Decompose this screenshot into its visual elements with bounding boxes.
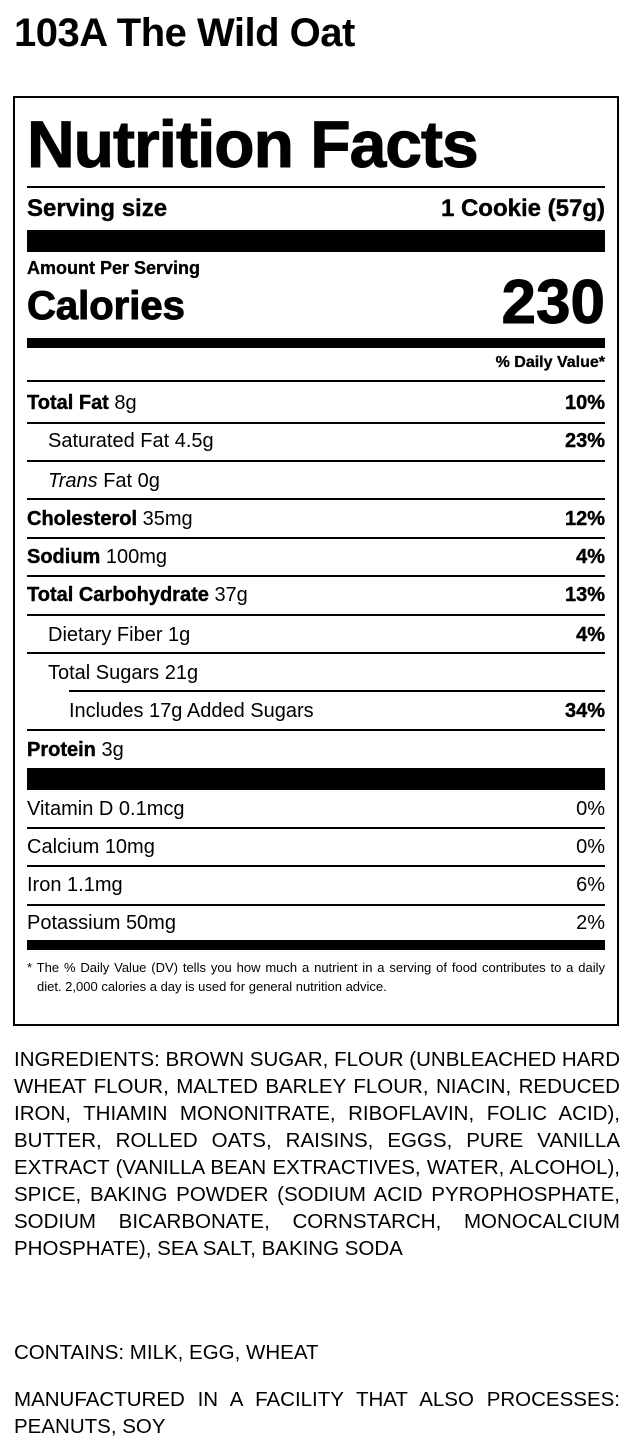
calories-label: Calories xyxy=(27,284,185,328)
nutrient-name: Total Fat xyxy=(27,392,109,414)
nutrient-dv: 23% xyxy=(564,430,605,452)
nutrient-name: Fat xyxy=(97,470,133,492)
divider xyxy=(27,380,605,382)
nutrient-name: Includes 17g Added Sugars xyxy=(69,700,314,722)
medium-divider xyxy=(27,940,605,950)
vitamin-dv: 2% xyxy=(576,912,605,934)
nutrient-dv: 12% xyxy=(564,508,605,530)
vitamin-amount: 1.1mg xyxy=(67,874,123,896)
nutrient-row-saturated-fat xyxy=(48,422,605,460)
nutrient-name: Dietary Fiber xyxy=(48,624,163,646)
amount-per-serving: Amount Per Serving xyxy=(27,258,201,278)
daily-value-header: % Daily Value* xyxy=(495,354,605,371)
nutrient-dv: 4% xyxy=(576,546,605,568)
medium-divider xyxy=(27,338,605,348)
nutrient-name: Cholesterol xyxy=(27,508,138,530)
nutrient-name: Total Sugars xyxy=(48,662,160,684)
nutrient-row-total-carbohydrate xyxy=(27,576,605,614)
nutrient-name: Total Carbohydrate xyxy=(27,584,209,606)
vitamin-name: Potassium xyxy=(27,912,121,934)
vitamin-amount: 50mg xyxy=(125,912,176,934)
nutrient-name: Saturated Fat xyxy=(48,430,170,452)
facility-statement: MANUFACTURED IN A FACILITY THAT ALSO PROCESSES: PEANUTS, SOY xyxy=(14,1388,620,1438)
nutrient-dv: 34% xyxy=(564,700,605,722)
nutrient-dv: 13% xyxy=(564,584,605,606)
daily-value-footnote: * The % Daily Value (DV) tells you how much a nutrient in a serving of food contributes to a daily diet. 2,000 calories a day is used for general nutrition advice. xyxy=(27,960,605,994)
nutrient-row-cholesterol xyxy=(27,500,605,538)
calories-value: 230 xyxy=(501,268,605,337)
allergen-contains: CONTAINS: MILK, EGG, WHEAT xyxy=(14,1341,319,1364)
vitamin-name: Iron xyxy=(27,874,62,896)
vitamin-name: Vitamin D xyxy=(27,798,114,820)
vitamin-amount: 10mg xyxy=(104,836,155,858)
nutrient-amount: 8g xyxy=(114,392,137,414)
nutrition-facts-title: Nutrition Facts xyxy=(27,107,478,181)
nutrient-row-added-sugars xyxy=(69,692,605,730)
nutrient-amount: 100mg xyxy=(105,546,168,568)
nutrient-amount: 1g xyxy=(168,624,191,646)
nutrient-row-protein xyxy=(27,731,605,769)
vitamin-row-potassium xyxy=(27,904,605,942)
nutrient-amount: 21g xyxy=(164,662,199,684)
nutrient-row-total-sugars xyxy=(48,654,605,692)
nutrient-row-sodium xyxy=(27,538,605,576)
vitamin-row-vitamin-d xyxy=(27,790,605,828)
serving-size-label: Serving size xyxy=(27,195,168,222)
vitamin-amount: 0.1mcg xyxy=(118,798,185,820)
divider xyxy=(27,186,605,188)
nutrient-name-italic: Trans xyxy=(48,470,98,492)
nutrient-dv: 4% xyxy=(576,624,605,646)
vitamin-name: Calcium xyxy=(27,836,100,858)
nutrient-dv: 10% xyxy=(564,392,605,414)
nutrient-row-dietary-fiber xyxy=(48,616,605,654)
nutrient-row-total-fat xyxy=(27,384,605,422)
thick-divider xyxy=(27,230,605,252)
product-title: 103A The Wild Oat xyxy=(14,11,355,55)
nutrient-name: Protein xyxy=(27,739,96,761)
nutrient-amount: 3g xyxy=(101,739,124,761)
vitamin-dv: 0% xyxy=(576,798,605,820)
nutrient-amount: 0g xyxy=(137,470,160,492)
vitamin-row-iron xyxy=(27,866,605,904)
nutrient-amount: 4.5g xyxy=(174,430,214,452)
vitamin-dv: 6% xyxy=(576,874,605,896)
nutrition-facts-label xyxy=(13,96,619,1026)
vitamin-dv: 0% xyxy=(576,836,605,858)
nutrient-row-trans-fat xyxy=(48,462,605,500)
ingredients-statement: INGREDIENTS: BROWN SUGAR, FLOUR (UNBLEACHED HARD WHEAT FLOUR, MALTED BARLEY FLOUR, NIACIN, REDUCED IRON, THIAMIN MONONITRATE, RIBOFLAVIN, FOLIC ACID), BUTTER, ROLLED OATS, RAISINS, EGGS, PURE VANILLA EXTRACT (VANILLA BEAN EXTRACTIVES, WATER, ALCOHOL), SPICE, BAKING POWDER (SODIUM ACID PYROPHOSPHATE, SODIUM BICARBONATE, CORNSTARCH, MONOCALCIUM PHOSPHATE), SEA SALT, BAKING SODA xyxy=(14,1048,620,1260)
serving-size-row xyxy=(27,192,605,226)
vitamin-row-calcium xyxy=(27,828,605,866)
nutrient-amount: 35mg xyxy=(142,508,193,530)
nutrient-amount: 37g xyxy=(214,584,248,606)
thick-divider xyxy=(27,768,605,790)
serving-size-value: 1 Cookie (57g) xyxy=(440,195,605,222)
nutrient-name: Sodium xyxy=(27,546,101,568)
